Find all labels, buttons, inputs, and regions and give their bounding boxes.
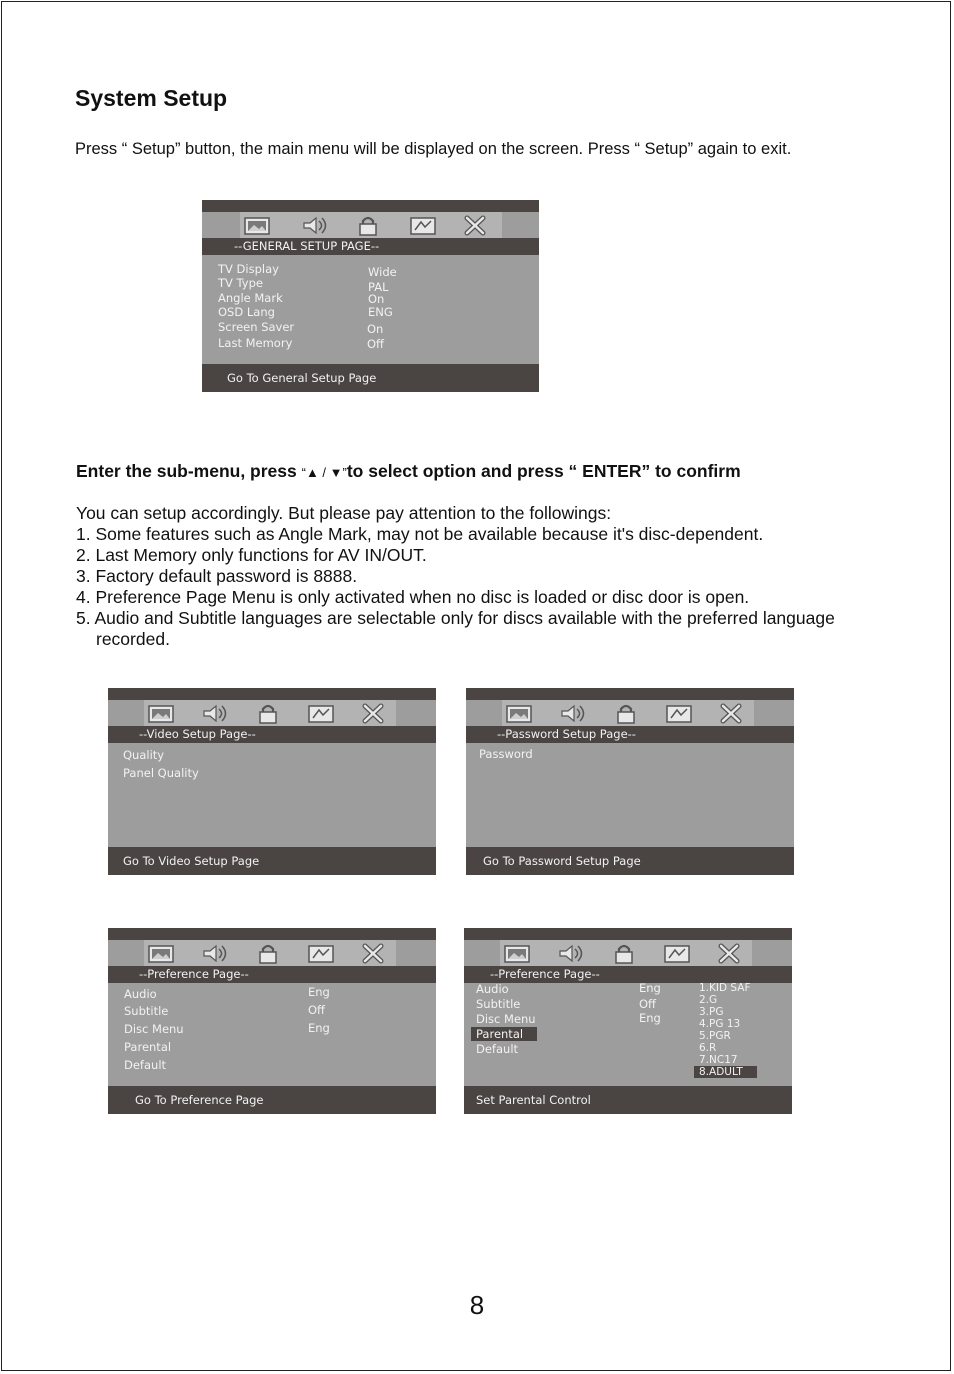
screen-header: --Password Setup Page-- <box>466 726 794 743</box>
rating-option[interactable]: 7.NC17 <box>699 1054 738 1066</box>
value-tv-type: PAL <box>368 280 389 294</box>
rating-option[interactable]: 2.G <box>699 994 718 1006</box>
picture-icon[interactable] <box>504 703 534 724</box>
menu-item-parental-selected[interactable]: Parental <box>471 1027 537 1041</box>
picture-icon[interactable] <box>242 215 272 236</box>
screen-header: --Video Setup Page-- <box>108 726 436 743</box>
menu-item-osd-lang[interactable]: OSD Lang <box>218 305 275 319</box>
settings-icon[interactable] <box>306 703 336 724</box>
screen-footer: Go To Password Setup Page <box>466 847 794 875</box>
page-title: System Setup <box>75 85 228 111</box>
speaker-icon[interactable] <box>200 943 230 964</box>
screen-footer: Go To Video Setup Page <box>108 847 436 875</box>
menu-item-default[interactable]: Default <box>124 1058 167 1072</box>
value-tv-display: Wide <box>368 265 397 279</box>
settings-icon[interactable] <box>662 943 692 964</box>
screen-footer: Set Parental Control <box>464 1086 792 1114</box>
video-setup-screen <box>108 688 436 875</box>
notes-lead: You can setup accordingly. But please pay attention to the followings: <box>76 503 612 523</box>
note-item: 2. Last Memory only functions for AV IN/OUT. <box>76 545 427 565</box>
submenu-instruction: Enter the sub-menu, press “▲ / ▼”to select option and press “ ENTER” to confirm <box>76 461 741 481</box>
menu-item-audio[interactable]: Audio <box>476 982 509 996</box>
rating-option[interactable]: 5.PGR <box>699 1030 731 1042</box>
rating-option[interactable]: 1.KID SAF <box>699 982 751 994</box>
picture-icon[interactable] <box>502 943 532 964</box>
screen-footer: Go To General Setup Page <box>202 364 539 392</box>
screen-footer: Go To Preference Page <box>108 1086 436 1114</box>
menu-item-tv-display[interactable]: TV Display <box>218 262 279 276</box>
picture-icon[interactable] <box>146 943 176 964</box>
speaker-icon[interactable] <box>556 943 586 964</box>
exit-icon[interactable] <box>460 215 490 236</box>
icon-row <box>500 940 752 966</box>
menu-item-angle-mark[interactable]: Angle Mark <box>218 291 283 305</box>
exit-icon[interactable] <box>714 943 744 964</box>
menu-item-screen-saver[interactable]: Screen Saver <box>218 320 295 334</box>
exit-icon[interactable] <box>358 703 388 724</box>
rating-option[interactable]: 6.R <box>699 1042 717 1054</box>
menu-item-last-memory[interactable]: Last Memory <box>218 336 293 350</box>
screen-top-bar <box>108 928 436 940</box>
menu-item-password[interactable]: Password <box>479 747 533 761</box>
icon-row <box>502 700 754 726</box>
screen-header: --GENERAL SETUP PAGE-- <box>202 238 539 255</box>
menu-item-quality[interactable]: Quality <box>123 748 165 762</box>
exit-icon[interactable] <box>716 703 746 724</box>
speaker-icon[interactable] <box>558 703 588 724</box>
lock-icon[interactable] <box>253 703 283 724</box>
value-disc-menu: Eng <box>639 1011 661 1025</box>
rating-option[interactable]: 4.PG 13 <box>699 1018 741 1030</box>
password-setup-screen <box>466 688 794 875</box>
menu-item-disc-menu[interactable]: Disc Menu <box>124 1022 184 1036</box>
icon-row <box>144 940 396 966</box>
value-osd-lang: ENG <box>368 305 393 319</box>
picture-icon[interactable] <box>146 703 176 724</box>
screen-header: --Preference Page-- <box>108 966 436 983</box>
menu-item-disc-menu[interactable]: Disc Menu <box>476 1012 536 1026</box>
settings-icon[interactable] <box>664 703 694 724</box>
note-item: 5. Audio and Subtitle languages are selectable only for discs available with the preferred language recorded. <box>76 608 835 649</box>
menu-item-panel-quality[interactable]: Panel Quality <box>123 766 199 780</box>
screen-top-bar <box>108 688 436 700</box>
value-subtitle: Off <box>308 1003 325 1017</box>
speaker-icon[interactable] <box>300 215 330 236</box>
preference-screen <box>108 928 436 1114</box>
value-disc-menu: Eng <box>308 1021 330 1035</box>
page-number: 8 <box>469 1290 485 1320</box>
notes <box>76 503 856 650</box>
note-item: 1. Some features such as Angle Mark, may not be available because it's disc-dependent. <box>76 524 764 544</box>
rating-option[interactable]: 3.PG <box>699 1006 724 1018</box>
menu-item-audio[interactable]: Audio <box>124 987 157 1001</box>
menu-item-tv-type[interactable]: TV Type <box>218 276 263 290</box>
settings-icon[interactable] <box>408 215 438 236</box>
screen-header: --Preference Page-- <box>464 966 792 983</box>
lock-icon[interactable] <box>353 215 383 236</box>
value-subtitle: Off <box>639 997 656 1011</box>
lock-icon[interactable] <box>611 703 641 724</box>
menu-item-subtitle[interactable]: Subtitle <box>476 997 521 1011</box>
value-audio: Eng <box>308 985 330 999</box>
up-down-arrows: “▲ / ▼” <box>301 465 347 480</box>
screen-top-bar <box>466 688 794 700</box>
icon-row <box>240 212 502 238</box>
menu-item-default[interactable]: Default <box>476 1042 519 1056</box>
intro-text: Press “ Setup” button, the main menu will be displayed on the screen. Press “ Setup” again to exit. <box>75 140 792 158</box>
value-last-memory: Off <box>367 337 384 351</box>
note-item: 4. Preference Page Menu is only activated when no disc is loaded or disc door is open. <box>76 587 750 607</box>
icon-row <box>144 700 396 726</box>
menu-item-parental[interactable]: Parental <box>124 1040 172 1054</box>
general-setup-screen <box>202 200 539 392</box>
parental-control-screen <box>464 928 792 1114</box>
speaker-icon[interactable] <box>200 703 230 724</box>
lock-icon[interactable] <box>253 943 283 964</box>
lock-icon[interactable] <box>609 943 639 964</box>
settings-icon[interactable] <box>306 943 336 964</box>
rating-option-selected[interactable]: 8.ADULT <box>694 1066 757 1078</box>
value-angle-mark: On <box>368 292 385 306</box>
screen-top-bar <box>464 928 792 940</box>
note-item: 3. Factory default password is 8888. <box>76 566 358 586</box>
menu-item-subtitle[interactable]: Subtitle <box>124 1004 169 1018</box>
value-screen-saver: On <box>367 322 384 336</box>
exit-icon[interactable] <box>358 943 388 964</box>
value-audio: Eng <box>639 981 661 995</box>
screen-top-bar <box>202 200 539 212</box>
